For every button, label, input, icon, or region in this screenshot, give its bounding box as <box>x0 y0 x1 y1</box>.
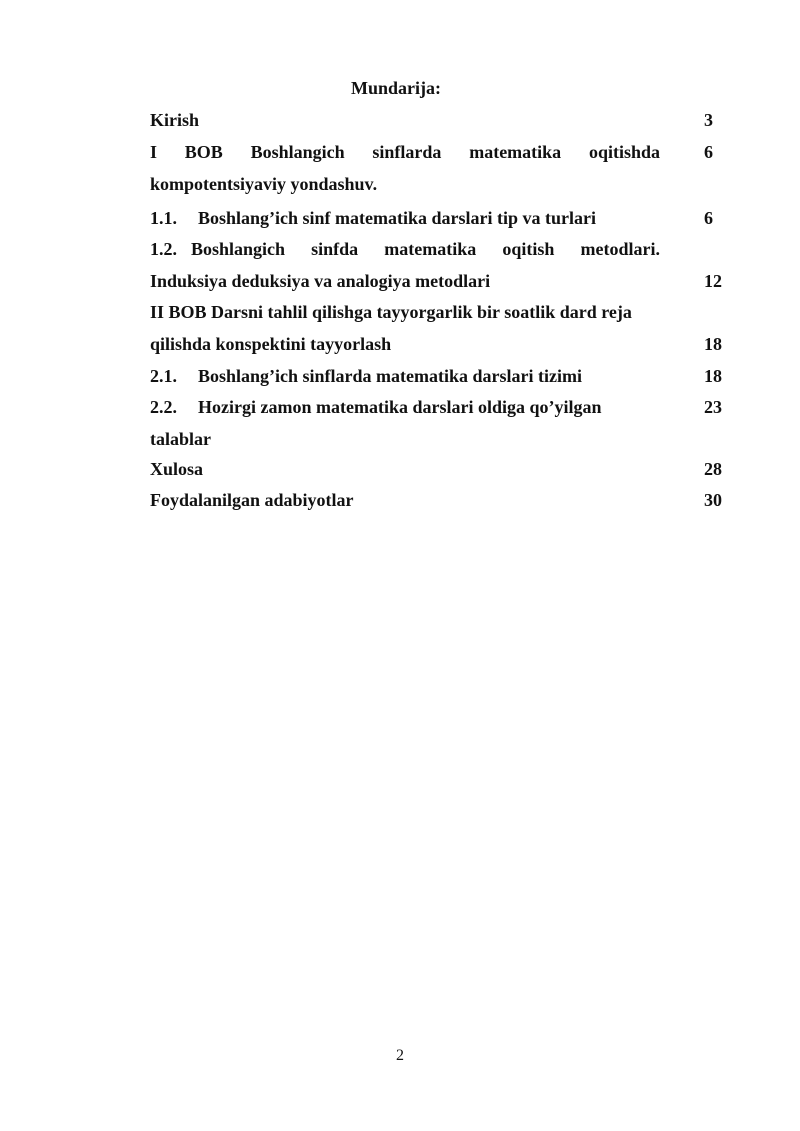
toc-entry-section-2-1[interactable] <box>150 364 730 388</box>
page-number <box>0 1046 800 1066</box>
toc-page-number: 12 <box>704 271 722 291</box>
toc-page-number: 18 <box>704 334 722 354</box>
toc-page-number: 6 <box>704 142 713 162</box>
toc-entry-label-line-1: I BOB Boshlangich sinflarda matematika oqitishda <box>150 142 660 162</box>
toc-title <box>48 76 800 100</box>
toc-entry-label-line-2: kompotentsiyaviy yondashuv. <box>150 174 378 194</box>
toc-section-number: 1.1. <box>150 208 177 228</box>
toc-title-text: Mundarija: <box>351 78 441 98</box>
toc-entry-label: Kirish <box>150 110 200 130</box>
toc-entry-section-1-2[interactable] <box>150 237 730 293</box>
toc-section-number: 2.2. <box>150 397 177 417</box>
toc-entry-label-line-2: Induksiya deduksiya va analogiya metodlari <box>150 271 491 291</box>
toc-entry-chapter-1[interactable] <box>150 140 730 196</box>
toc-page-number: 28 <box>704 459 722 479</box>
toc-entry-references[interactable] <box>150 488 730 512</box>
toc-entry-label: Xulosa <box>150 459 204 479</box>
toc-entry-label: Boshlang’ich sinflarda matematika darslari tizimi <box>198 366 582 386</box>
toc-page-number: 30 <box>704 490 722 510</box>
toc-entry-label-line-1: Hozirgi zamon matematika darslari oldiga qo’yilgan <box>198 397 602 417</box>
toc-page-number: 18 <box>704 366 722 386</box>
toc-entry-label-line-1: Boshlangich sinfda matematika oqitish metodlari. <box>191 239 660 259</box>
toc-entry-label: Boshlang’ich sinf matematika darslari tip va turlari <box>198 208 597 228</box>
toc-entry-label: Foydalanilgan adabiyotlar <box>150 490 354 510</box>
toc-entry-label-line-2: qilishda konspektini tayyorlash <box>150 334 392 354</box>
toc-page-number: 23 <box>704 397 722 417</box>
toc-page-number: 6 <box>704 208 713 228</box>
toc-entry-kirish[interactable] <box>150 108 730 132</box>
toc-entry-label-line-1: II BOB Darsni tahlil qilishga tayyorgarlik bir soatlik dard reja <box>150 302 632 322</box>
toc-entry-xulosa[interactable] <box>150 457 730 481</box>
toc-entry-section-1-1[interactable] <box>150 206 730 230</box>
toc-section-number: 2.1. <box>150 366 177 386</box>
toc-page-number: 3 <box>704 110 713 130</box>
page-number-text: 2 <box>396 1047 404 1064</box>
toc-entry-section-2-2[interactable] <box>150 395 730 451</box>
toc-entry-label-line-2: talablar <box>150 429 211 449</box>
toc-section-number: 1.2. <box>150 239 177 259</box>
toc-entry-chapter-2[interactable] <box>150 300 730 356</box>
